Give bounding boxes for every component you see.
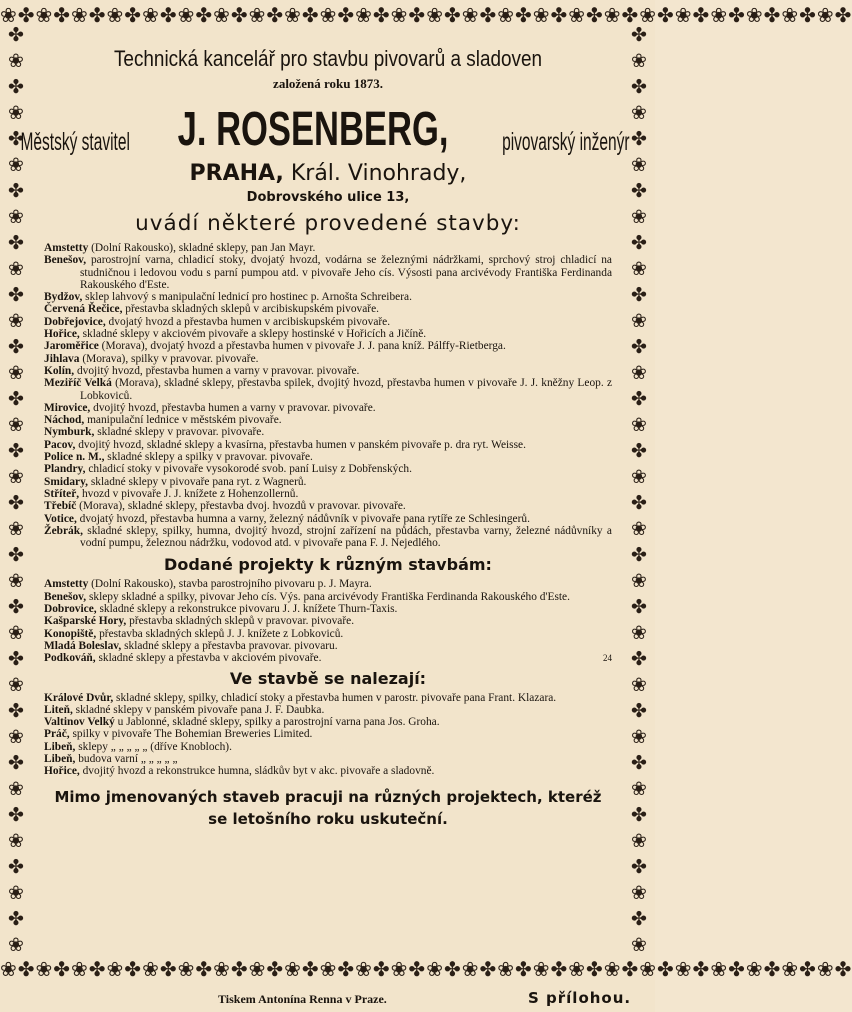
item-description: manipulační lednice v městském pivovaře.: [87, 414, 282, 427]
item-description: skladné sklepy a přestavba pravovar. pivovaru.: [124, 639, 338, 652]
footer: [0, 988, 655, 1012]
place-name: Bydžov,: [44, 291, 83, 304]
city: PRAHA,: [189, 161, 284, 186]
ornamental-border-left: ✤ ❀ ✤ ❀ ✤ ❀ ✤ ❀ ✤ ❀ ✤ ❀ ✤ ❀ ✤ ❀ ✤ ❀ ✤ ❀ ✤ ❀ ✤ ❀ ✤ ❀ ✤ ❀ ✤ ❀ ✤ ❀ ✤ ❀ ✤ ❀: [8, 24, 24, 956]
ornamental-border-top: ❀✤❀✤❀✤❀✤❀✤❀✤❀✤❀✤❀✤❀✤❀✤❀✤❀✤❀✤❀✤❀✤❀✤❀✤❀✤❀✤❀✤❀✤❀✤❀✤: [0, 3, 852, 27]
item-description: (Dolní Rakousko), stavba parostrojního pivovaru p. J. Mayra.: [91, 578, 372, 591]
place-name: Žebrák,: [44, 524, 83, 537]
place-name: Jaroměřice: [44, 340, 99, 353]
item-description: sklepy „ „ „ „ „ (dříve Knobloch).: [78, 740, 232, 753]
list-item: [44, 291, 612, 303]
projects-heading: Dodané projekty k různým stavbám:: [164, 555, 492, 575]
place-name: Amstetty: [44, 242, 89, 254]
place-name: Police n. M.,: [44, 451, 105, 464]
item-description: (Morava), skladné sklepy, přestavba spilek, dvojitý hvozd, přestavba humen v pivovaře J. J. kněžny Leop. z Lobkoviců.: [80, 377, 612, 402]
place-name: Valtinov Velký: [44, 716, 115, 729]
place-name: Meziříč Velká: [44, 377, 112, 390]
place-name: Podkováň,: [44, 652, 96, 665]
list-item: [44, 615, 612, 627]
item-description: (Morava), dvojatý hvozd a přestavba humen v pivovaře J. J. pana kníž. Pálffy-Rietberga.: [101, 340, 506, 353]
item-description: skladné sklepy, spilky, humna, dvojitý hvozd, strojní zařízení na půdách, přestavba varny, železné nádůvníky a vodní pumpu, železnou nádržku, vodovod atd. v pivovaře pana F. J. Nejedlého.: [80, 524, 612, 550]
place-name: Amstetty: [44, 578, 89, 591]
list-item: [44, 426, 612, 438]
item-description: dvojitý hvozd, přestavba humen a varny v pravovar. pivovaře.: [76, 364, 360, 377]
list-item: [44, 439, 612, 451]
item-description: (Morava), spilky v pravovar. pivovaře.: [82, 352, 259, 365]
place-name: Práč,: [44, 728, 70, 741]
name-line: [20, 102, 631, 157]
intro-heading: uvádí některé provedené stavby:: [135, 211, 521, 236]
list-item: [44, 704, 612, 716]
item-description: skladné sklepy v panském pivovaře pana J. F. Daubka.: [75, 703, 325, 716]
list-item: [44, 753, 612, 765]
list-item: [44, 488, 612, 500]
item-description: přestavba skladných sklepů v arcibiskupském pivovaře.: [125, 303, 379, 316]
item-description: budova varní „ „ „ „ „: [78, 752, 178, 765]
list-item: [44, 716, 612, 728]
place-name: Jihlava: [44, 352, 80, 365]
list-item: [44, 692, 612, 704]
place-name: Kolín,: [44, 364, 75, 377]
list-item: [44, 353, 612, 365]
printer-imprint: Tiskem Antonína Renna v Praze.: [218, 992, 387, 1006]
item-description: u Jablonné, skladné sklepy, spilky a parostrojní varna pana Jos. Groha.: [117, 716, 440, 729]
list-item: [44, 628, 612, 640]
list-item: [44, 500, 612, 512]
place-name: Dobrovice,: [44, 603, 97, 616]
place-name: Dobřejovice,: [44, 315, 106, 328]
item-description: parostrojní varna, chladicí stoky, dvojatý hvozd, vodárna se železnými nádržkami, sprchový stroj chladicí na studničnou i ledovou vodu s parní pumpou atd. v pivovaře Jeho cís. Výsosti pana arcivévody Františka Ferdinanda Rakouského d'Este.: [80, 254, 612, 291]
place-name: Králové Dvůr,: [44, 691, 114, 704]
item-description: skladné sklepy v akciovém pivovaře a sklepy hostinské v Hořicích a Jičíně.: [82, 328, 427, 341]
place-name: Hořice,: [44, 765, 80, 778]
list-item: [44, 728, 612, 740]
item-description: sklep lahvový s manipulační lednicí pro hostinec p. Arnošta Schreibera.: [85, 291, 412, 304]
list-item: [44, 765, 612, 777]
item-description: skladné sklepy a spilky v pravovar. pivovaře.: [107, 451, 313, 464]
item-description: dvojitý hvozd, skladné sklepy a kvasírna, přestavba humen v panském pivovaře p. dra ryt. Weisse.: [78, 438, 526, 451]
list-item: [44, 316, 612, 328]
place-name: Náchod,: [44, 414, 85, 427]
list-item: [44, 525, 612, 550]
advertisement-content: [20, 36, 631, 951]
item-description: dvojitý hvozd a rekonstrukce humna, sládkův byt v akc. pivovaře a sladovně.: [82, 765, 435, 778]
item-description: chladicí stoky v pivovaře vysokorodé svob. paní Luisy z Dobřenských.: [88, 463, 412, 476]
closing-statement: Mimo jmenovaných staveb pracuji na různých projektech, kteréž se letošního roku uskuteční.: [54, 787, 602, 828]
list-item: [44, 741, 612, 753]
company-name: J. ROSENBERG,: [178, 103, 449, 156]
place-name: Mirovice,: [44, 401, 91, 414]
place-name: Benešov,: [44, 590, 87, 603]
place-name: Benešov,: [44, 254, 87, 267]
ornamental-border-right: ✤ ❀ ✤ ❀ ✤ ❀ ✤ ❀ ✤ ❀ ✤ ❀ ✤ ❀ ✤ ❀ ✤ ❀ ✤ ❀ ✤ ❀ ✤ ❀ ✤ ❀ ✤ ❀ ✤ ❀ ✤ ❀ ✤ ❀ ✤ ❀: [631, 24, 647, 956]
place-name: Smidary,: [44, 475, 88, 488]
ornamental-border-bottom: ❀✤❀✤❀✤❀✤❀✤❀✤❀✤❀✤❀✤❀✤❀✤❀✤❀✤❀✤❀✤❀✤❀✤❀✤❀✤❀✤❀✤❀✤❀✤❀✤: [0, 957, 852, 981]
place-name: Libeň,: [44, 740, 76, 753]
item-description: přestavba skladných sklepů v pravovar. pivovaře.: [129, 615, 355, 628]
list-item: [44, 578, 612, 590]
item-description: sklepy skladné a spilky, pivovar Jeho cís. Výs. pana arcivévody Františka Ferdinanda Rakouského d'Este.: [88, 590, 570, 603]
list-item: [44, 640, 612, 652]
list-item: [44, 463, 612, 475]
list-item: [44, 591, 612, 603]
place-name: Stříteř,: [44, 487, 80, 500]
street-address: Dobrovského ulice 13,: [246, 190, 410, 205]
list-item: [44, 377, 612, 402]
list-item: [44, 414, 612, 426]
district: Král. Vinohrady,: [290, 161, 467, 186]
list-item: [44, 328, 612, 340]
place-name: Třebíč: [44, 500, 77, 513]
item-description: skladné sklepy a přestavba v akciovém pivovaře.: [98, 652, 322, 665]
item-description: (Morava), skladné sklepy, přestavba dvoj. hvozdů v pravovar. pivovaře.: [79, 500, 406, 513]
place-name: Plandry,: [44, 463, 86, 476]
item-description: (Dolní Rakousko), skladné sklepy, pan Jan Mayr.: [91, 242, 316, 254]
right-title: pivovarský inženýr: [502, 128, 631, 156]
place-name: Mladá Boleslav,: [44, 639, 122, 652]
list-item: [44, 242, 612, 254]
item-description: spilky v pivovaře The Bohemian Breweries Limited.: [72, 728, 313, 741]
item-description: skladné sklepy a rekonstrukce pivovaru J. J. knížete Thurn-Taxis.: [99, 603, 398, 616]
place-name: Pacov,: [44, 438, 76, 451]
place-name: Nymburk,: [44, 426, 95, 439]
place-name: Votice,: [44, 512, 77, 525]
construction-list: [44, 692, 612, 778]
place-name: Liteň,: [44, 703, 73, 716]
item-description: přestavba skladných sklepů J. J. knížete z Lobkoviců.: [99, 627, 344, 640]
place-name: Konopiště,: [44, 627, 97, 640]
list-item: [44, 603, 612, 615]
page-number: 24: [603, 652, 612, 663]
list-item: [44, 365, 612, 377]
place-name: Kašparské Hory,: [44, 615, 127, 628]
list-item: [44, 476, 612, 488]
item-description: hvozd v pivovaře J. J. knížete z Hohenzollernů.: [81, 487, 299, 500]
supplement-note: S přílohou.: [528, 989, 632, 1007]
item-description: dvojitý hvozd, přestavba humen a varny v pravovar. pivovaře.: [93, 401, 376, 414]
list-item: [44, 451, 612, 463]
list-item: [44, 340, 612, 352]
list-item: [44, 303, 612, 315]
left-title: Městský stavitel: [20, 128, 130, 156]
list-item: [44, 402, 612, 414]
office-title: Technická kancelář pro stavbu pivovarů a sladoven: [113, 46, 543, 71]
founded-line: založená roku 1873.: [273, 76, 383, 91]
built-list: [44, 242, 612, 549]
item-description: skladné sklepy, spilky, chladicí stoky a přestavba humen v parostr. pivovaře pana Frant. Klazara.: [116, 691, 557, 704]
place-name: Libeň,: [44, 752, 76, 765]
item-description: dvojatý hvozd a přestavba humen v arcibiskupském pivovaře.: [108, 315, 391, 328]
place-name: Hořice,: [44, 328, 80, 341]
item-description: dvojatý hvozd, přestavba humna a varny, železný nádůvník v pivovaře pana rytíře ze Schlesingerů.: [79, 512, 530, 525]
item-description: skladné sklepy v pivovaře pana ryt. z Wagnerů.: [90, 475, 307, 488]
list-item: [44, 513, 612, 525]
place-name: Červená Řečice,: [44, 303, 123, 316]
list-item: [44, 254, 612, 291]
city-line: [44, 161, 612, 186]
construction-heading: Ve stavbě se nalezají:: [229, 668, 427, 688]
item-description: skladné sklepy v pravovar. pivovaře.: [97, 426, 265, 439]
